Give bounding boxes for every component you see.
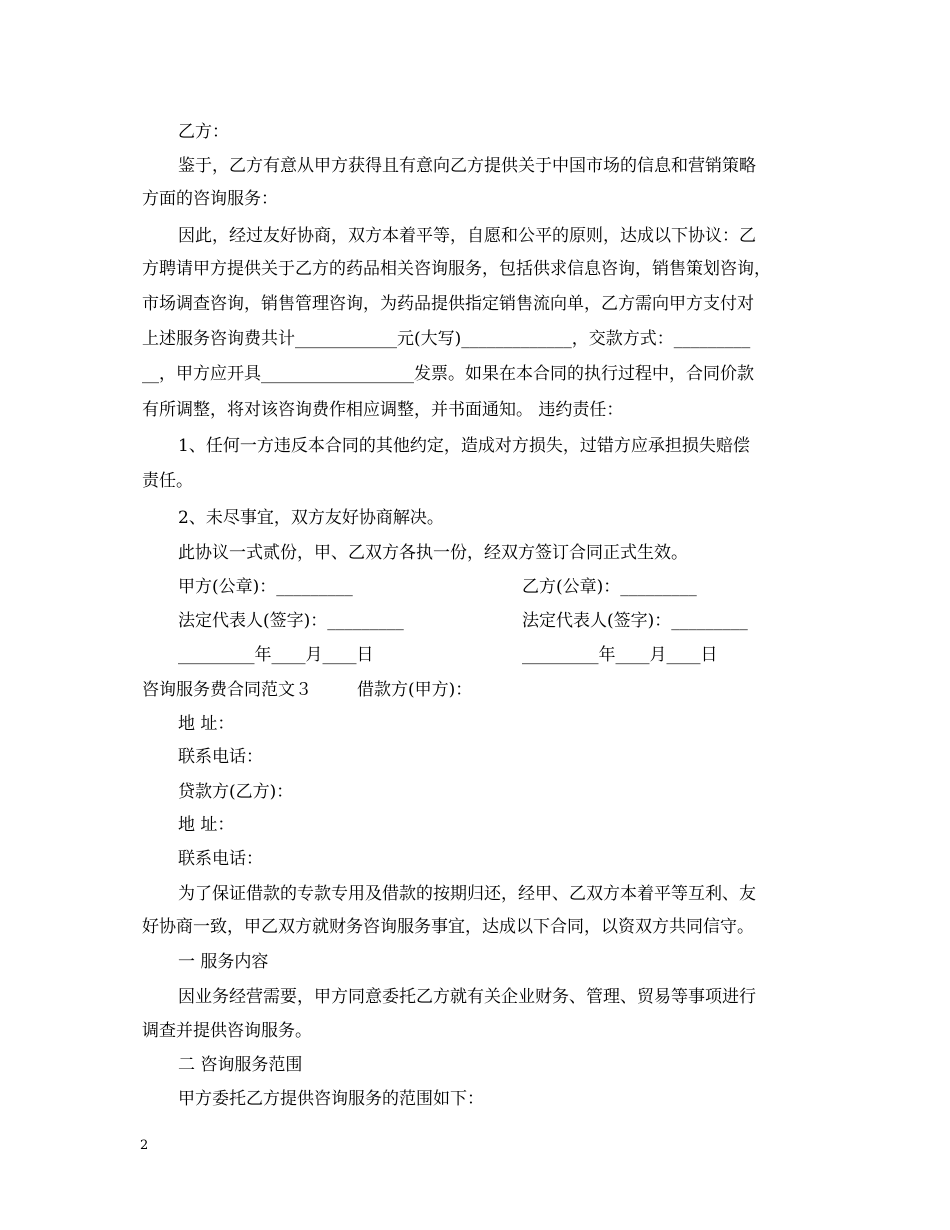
phone-label: 联系电话： <box>178 747 263 767</box>
paragraph-line: 鉴于，乙方有意从甲方获得且有意向乙方提供关于中国市场的信息和营销策略 <box>178 156 756 176</box>
paragraph-line: 此协议一式贰份，甲、乙双方各执一份，经双方签订合同正式生效。 <box>178 543 688 563</box>
address-label: 地 址： <box>178 714 235 734</box>
paragraph-line: 1、任何一方违反本合同的其他约定，造成对方损失，过错方应承担损失赔偿 <box>178 436 750 456</box>
paragraph-line: 因业务经营需要，甲方同意委托乙方就有关企业财务、管理、贸易等事项进行 <box>178 987 756 1007</box>
paragraph-line: 甲方委托乙方提供咨询服务的范围如下： <box>178 1089 484 1109</box>
paragraph-line: __，甲方应开具__________________发票。如果在本合同的执行过程中，合同价款 <box>142 364 754 384</box>
paragraph-line: 2、未尽事宜，双方友好协商解决。 <box>178 508 444 528</box>
paragraph-line: 调查并提供咨询服务。 <box>142 1021 312 1041</box>
paragraph-line: 好协商一致，甲乙双方就财务咨询服务事宜，达成以下合同，以资双方共同信守。 <box>142 917 754 937</box>
party-a-date: _________年____月____日 <box>178 645 374 665</box>
paragraph-line: 有所调整，将对该咨询费作相应调整，并书面通知。 违约责任： <box>142 400 624 420</box>
phone-label: 联系电话： <box>178 849 263 869</box>
paragraph-line: 责任。 <box>142 471 193 491</box>
paragraph-line: 为了保证借款的专款专用及借款的按期归还，经甲、乙双方本着平等互利、友 <box>178 884 756 904</box>
party-a-seal: 甲方(公章)：_________ <box>178 577 353 597</box>
page-number: 2 <box>140 1138 149 1153</box>
borrower-label: 借款方(甲方)： <box>357 680 473 700</box>
paragraph-line: 方面的咨询服务： <box>142 189 278 209</box>
lender-label: 贷款方(乙方)： <box>178 782 294 802</box>
paragraph-line: 方聘请甲方提供关于乙方的药品相关咨询服务，包括供求信息咨询，销售策划咨询， <box>142 259 771 279</box>
address-label: 地 址： <box>178 815 235 835</box>
paragraph-line: 因此，经过友好协商，双方本着平等，自愿和公平的原则，达成以下协议：乙 <box>178 226 756 246</box>
section-heading: 二 咨询服务范围 <box>178 1055 303 1075</box>
section-3-title: 咨询服务费合同范文３ <box>142 680 312 700</box>
section-heading: 一 服务内容 <box>178 952 269 972</box>
party-b-date: _________年____月____日 <box>522 645 718 665</box>
party-b-representative: 法定代表人(签字)：_________ <box>522 611 748 631</box>
section-3-heading-line <box>142 680 822 700</box>
party-a-representative: 法定代表人(签字)：_________ <box>178 611 404 631</box>
paragraph-line: 上述服务咨询费共计____________元(大写)_____________，交款方式：_________ <box>142 329 751 349</box>
party-b-seal: 乙方(公章)：_________ <box>522 577 697 597</box>
party-b-label: 乙方： <box>178 122 229 142</box>
paragraph-line: 市场调查咨询，销售管理咨询，为药品提供指定销售流向单，乙方需向甲方支付对 <box>142 294 754 314</box>
